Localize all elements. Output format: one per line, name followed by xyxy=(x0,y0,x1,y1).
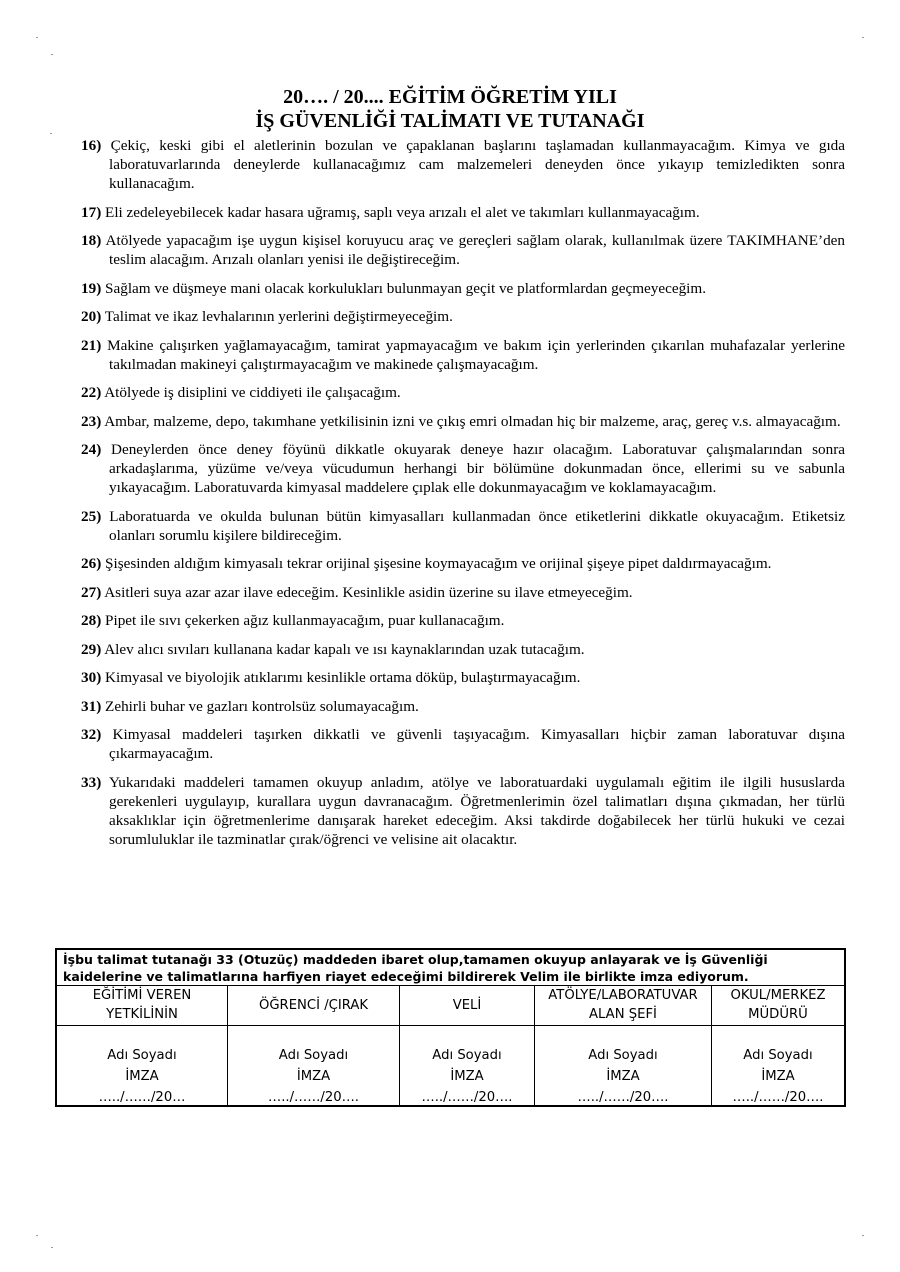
rule-item xyxy=(81,279,845,298)
rule-text: Eli zedeleyebilecek kadar hasara uğramış, saplı veya arızalı el alet ve takımları kullanmayacağım. xyxy=(105,203,700,221)
name-field-label: Adı Soyadı xyxy=(107,1048,177,1063)
rule-item xyxy=(81,383,845,402)
rule-number: 23) xyxy=(81,412,102,430)
rule-number: 24) xyxy=(81,441,102,458)
name-field-label: Adı Soyadı xyxy=(743,1048,813,1063)
date-field: …../……/20…. xyxy=(732,1090,824,1105)
name-field-label: Adı Soyadı xyxy=(278,1048,349,1063)
signature-column-header xyxy=(57,985,227,1025)
rule-item xyxy=(81,725,845,763)
rule-item xyxy=(81,231,845,269)
rule-text: Ambar, malzeme, depo, takımhane yetkilisinin izni ve çıkış emri olmadan hiç bir malzeme, araç, gereç v.s. almayacağım. xyxy=(104,412,841,430)
rule-text: Atölyede yapacağım işe uygun kişisel koruyucu araç ve gereçleri sağlam olarak, kullanılmak üzere TAKIMHANE’den teslim alacağım. Arızalı olanları yenisi ile değiştireceğim. xyxy=(105,232,845,268)
rules-list xyxy=(81,136,845,858)
document-title: İŞ GÜVENLİĞİ TALİMATI VE TUTANAĞI xyxy=(255,110,645,132)
rule-item xyxy=(81,507,845,545)
rule-number: 27) xyxy=(81,583,102,601)
table-divider xyxy=(57,1025,844,1026)
rule-item xyxy=(81,668,845,687)
name-field-label: Adı Soyadı xyxy=(588,1048,658,1063)
scan-mark xyxy=(51,1247,53,1248)
column-header-line: OKUL/MERKEZ xyxy=(730,988,826,1003)
rule-number: 31) xyxy=(81,697,102,715)
rule-text: Asitleri suya azar azar ilave edeceğim. Kesinlikle asidin üzerine su ilave etmeyeceğim. xyxy=(104,583,633,601)
signature-field-label: İMZA xyxy=(125,1069,159,1084)
rule-text: Çekiç, keski gibi el aletlerinin bozulan ve çapaklanan başlarını taşlamadan kullanmayacağım. Kimya ve gıda laboratuvarlarında deneylerde kullanacağımız cam malzemeleri deneyden önce yıkayıp temizledikten sonra kullanacağım. xyxy=(109,137,846,192)
date-field: …../……/20…. xyxy=(577,1090,669,1105)
rule-item xyxy=(81,554,845,573)
rule-text: Kimyasal maddeleri taşırken dikkatli ve güvenli taşıyacağım. Kimyasalları hiçbir zaman laboratuvar dışına çıkarmayacağım. xyxy=(109,726,845,762)
signature-column-body xyxy=(535,1045,711,1108)
column-header-line: YETKİLİNİN xyxy=(106,1007,178,1022)
rule-text: Talimat ve ikaz levhalarının yerlerini değiştirmeyeceğim. xyxy=(104,308,453,325)
rule-text: Atölyede iş disiplini ve ciddiyeti ile çalışacağım. xyxy=(104,384,401,401)
name-field-label: Adı Soyadı xyxy=(432,1048,502,1063)
scan-mark xyxy=(51,54,53,55)
rule-text: Pipet ile sıvı çekerken ağız kullanmayacağım, puar kullanacağım. xyxy=(105,612,505,629)
rule-text: Laboratuarda ve okulda bulunan bütün kimyasalları kullanmadan önce etiketlerini dikkatle okuyacağım. Etiketsiz olanları sorumlu kişilere bildireceğim. xyxy=(109,507,846,544)
column-header-line: ALAN ŞEFİ xyxy=(589,1007,657,1022)
rule-number: 28) xyxy=(81,612,102,629)
rule-item xyxy=(81,773,845,849)
rule-item xyxy=(81,611,845,630)
rule-text: Kimyasal ve biyolojik atıklarımı kesinlikle ortama döküp, bulaştırmayacağım. xyxy=(105,669,581,686)
rule-number: 32) xyxy=(81,726,102,743)
rule-number: 17) xyxy=(81,203,102,221)
rule-number: 18) xyxy=(81,232,102,249)
column-header-line: VELİ xyxy=(452,997,482,1013)
rule-item xyxy=(81,583,845,602)
rule-number: 29) xyxy=(81,640,102,658)
rule-text: Deneylerden önce deney föyünü dikkatle okuyarak deneye hazır olacağım. Laboratuvar çalışmalarından sonra arkadaşlarıma, yüzüme ve/veya vücudumun herhangi bir bölümüne dokunmadan önce, ellerimi su ve sabunla yıkayacağım. Laboratuvarda kimyasal maddelere çıplak elle dokunmayacağım ve koklamayacağım. xyxy=(109,441,846,496)
scan-mark xyxy=(36,1235,38,1236)
rule-item xyxy=(81,336,845,374)
rule-item xyxy=(81,307,845,326)
rule-text: Alev alıcı sıvıları kullanana kadar kapalı ve ısı kaynaklarından uzak tutacağım. xyxy=(104,640,585,658)
rule-text: Makine çalışırken yağlamayacağım, tamirat yapmayacağım ve bakım için yerlerinden çıkarılan muhafazalar yerlerine takılmadan makineyi çalıştırmayacağım ve makinede çalışmayacağım. xyxy=(107,336,846,373)
rule-number: 22) xyxy=(81,384,102,401)
signature-column-header xyxy=(400,985,534,1025)
rule-item xyxy=(81,697,845,716)
scan-mark xyxy=(36,37,38,38)
rule-number: 21) xyxy=(81,336,102,354)
rule-number: 25) xyxy=(81,507,102,525)
signature-field-label: İMZA xyxy=(296,1069,331,1084)
rule-number: 20) xyxy=(81,308,102,325)
column-header-line: EĞİTİMİ VEREN xyxy=(92,988,192,1003)
signature-field-label: İMZA xyxy=(450,1069,484,1084)
signature-column-header xyxy=(712,985,844,1025)
declaration-statement: İşbu talimat tutanağı 33 (Otuzüç) maddeden ibaret olup,tamamen okuyup anlayarak ve İş Güvenliği kaidelerine ve talimatlarına harfiyen riayet edeceğimi bildirerek Velim ile birlikte imza ediyorum. xyxy=(63,952,768,984)
rule-number: 26) xyxy=(81,555,102,572)
scan-mark xyxy=(862,1235,864,1236)
signature-column-header xyxy=(535,985,711,1025)
rule-text: Yukarıdaki maddeleri tamamen okuyup anladım, atölye ve laboratuardaki uygulamalı eğitim ile ilgili hususlarda gerekenleri uygulayıp, kurallara uygun davranacağım. Öğretmenlerimin özel talimatları dışına çıkmadan, her türlü aksaklıklar için öğretmenlerime danışarak hareket edeceğim. Aksi takdirde doğabilecek her türlü hukuki ve cezai sorumluluklar ile tazminatlar çırak/öğrenci ve velisine ait olacaktır. xyxy=(109,773,846,848)
signature-column-body xyxy=(712,1045,844,1108)
rule-number: 30) xyxy=(81,669,102,686)
column-header-line: ATÖLYE/LABORATUVAR xyxy=(548,988,698,1003)
rule-item xyxy=(81,412,845,431)
document-title-year: 20…. / 20.... EĞİTİM ÖĞRETİM YILI xyxy=(283,86,617,108)
signature-box xyxy=(55,948,846,1107)
scan-mark xyxy=(50,133,52,134)
rule-text: Zehirli buhar ve gazları kontrolsüz solumayacağım. xyxy=(105,697,419,715)
date-field: …../……/20… xyxy=(98,1090,186,1105)
signature-column-body xyxy=(400,1045,534,1108)
rule-number: 16) xyxy=(81,137,102,154)
signature-field-label: İMZA xyxy=(606,1069,640,1084)
rule-item xyxy=(81,136,845,193)
column-header-line: ÖĞRENCİ /ÇIRAK xyxy=(258,997,369,1013)
rule-text: Şişesinden aldığım kimyasalı tekrar orijinal şişesine koymayacağım ve orijinal şişeye pipet daldırmayacağım. xyxy=(105,555,772,572)
rule-number: 19) xyxy=(81,279,102,297)
signature-column-header xyxy=(228,985,399,1025)
date-field: …../……/20…. xyxy=(268,1090,359,1105)
rule-number: 33) xyxy=(81,773,102,791)
rule-text: Sağlam ve düşmeye mani olacak korkulukları bulunmayan geçit ve platformlardan geçmeyeceğim. xyxy=(105,279,707,297)
rule-item xyxy=(81,440,845,497)
scan-mark xyxy=(862,37,864,38)
rule-item xyxy=(81,640,845,659)
signature-column-body xyxy=(57,1045,227,1108)
signature-column-body xyxy=(228,1045,399,1108)
signature-field-label: İMZA xyxy=(761,1069,795,1084)
date-field: …../……/20…. xyxy=(421,1090,513,1105)
rule-item xyxy=(81,203,845,222)
column-header-line: MÜDÜRÜ xyxy=(748,1007,808,1022)
